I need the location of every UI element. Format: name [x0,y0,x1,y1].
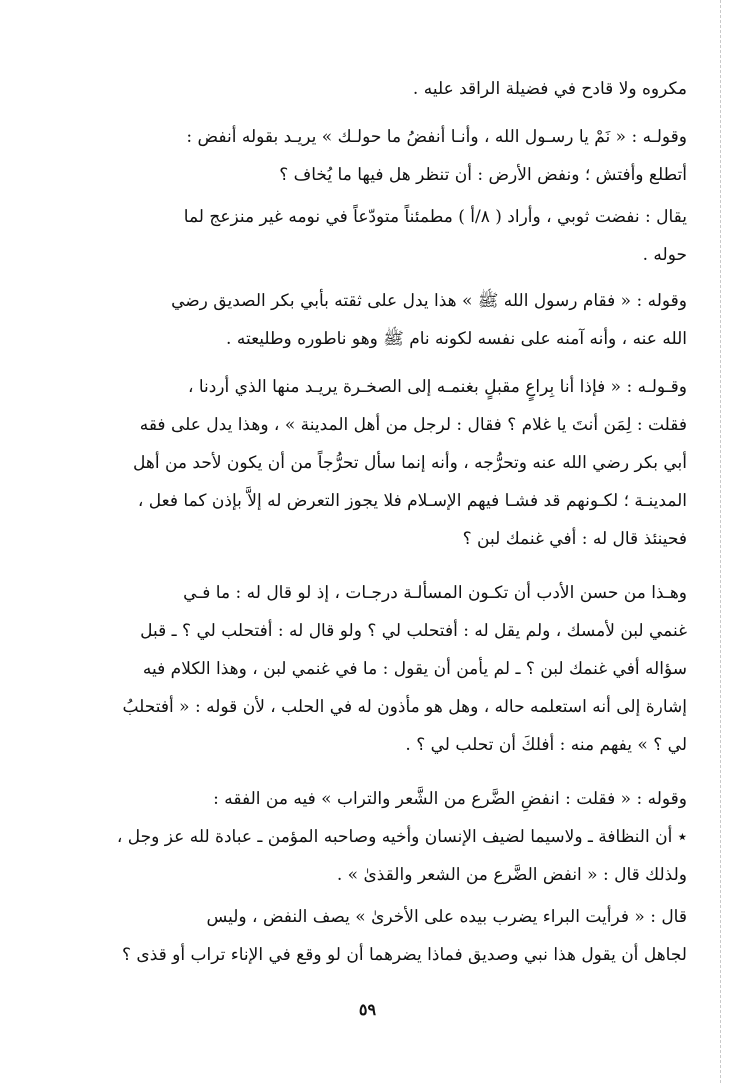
text-line: مكروه ولا قادح في فضيلة الراقد عليه . [412,79,687,99]
text-line: لجاهل أن يقول هذا نبي وصديق فماذا يضرهما أن لو وقع في الإناء تراب أو قذى ؟ [121,945,687,965]
text-line: سؤاله أفي غنمك لبن ؟ ـ لم يأمن أن يقول : ما في غنمي لبن ، وهذا الكلام فيه [142,659,687,679]
text-line: ولذلك قال : « انفض الضَّرع من الشعر والقذىٰ » . [336,865,687,885]
text-line: وقوله : « فقام رسول الله ﷺ » هذا يدل على ثقته بأبي بكر الصديق رضي [171,291,687,311]
text-line: وقـولـه : « فإذا أنا بِراعٍ مقبلٍ بغنمـه إلى الصخـرة يريـد منها الذي أردنا ، [187,377,687,397]
text-line: أبي بكر رضي الله عنه وتحرُّجه ، وأنه إنما سأل تحرُّجاً من أن يكون لأحد من أهل [132,453,687,473]
paragraph-5 [47,368,687,558]
text-line: وهـذا من حسن الأدب أن تكـون المسألـة درجـات ، إذ لو قال له : ما فـي [183,583,687,603]
text-line: حوله . [642,245,687,265]
text-line: لي ؟ » يفهم منه : أفلكَ أن تحلب لي ؟ . [405,735,687,755]
page-number: ٥٩ [358,1000,377,1019]
paragraph-8 [47,898,687,974]
text-line: قال : « فرأيت البراء يضرب بيده على الأخرىٰ » يصف النفض ، وليس [206,907,687,927]
paragraph-6 [47,574,687,764]
paragraph-2 [47,118,687,194]
text-line: غنمي لبن لأمسك ، ولم يقل له : أفتحلب لي ؟ ولو قال له : أفتحلب لي ؟ ـ قبل [140,621,687,641]
text-line: فقلت : لِمَن أنتَ يا غلام ؟ فقال : لرجل من أهل المدينة » ، وهذا يدل على فقه [139,415,687,435]
text-line: فحينئذ قال له : أفي غنمك لبن ؟ [462,529,687,549]
text-line: يقال : نفضت ثوبي ، وأراد ( ٨/أ ) مطمئناً متودّعاً في نومه غير منزعج لما [183,207,687,227]
page-edge-divider [720,0,721,1083]
text-line: ٭ أن النظافة ـ ولاسيما لضيف الإنسان وأخيه وصاحبه المؤمن ـ عبادة لله عز وجل ، [116,827,687,847]
paragraph-4 [47,282,687,358]
paragraph-1 [47,70,687,108]
paragraph-7 [47,780,687,894]
text-line: إشارة إلى أنه استعلمه حاله ، وهل هو مأذون له في الحلب ، لأن قوله : « أفتحلبُ [122,697,687,717]
text-line: الله عنه ، وأنه آمنه على نفسه لكونه نام ﷺ وهو ناطوره وطليعته . [226,329,687,349]
text-line: وقولـه : « نَمْ يا رسـول الله ، وأنـا أنفضُ ما حولـك » يريـد بقوله أنفض : [186,127,687,147]
text-line: أتطلع وأفتش ؛ ونفض الأرض : أن تنظر هل فيها ما يُخاف ؟ [279,165,687,185]
text-line: وقوله : « فقلت : انفضِ الضَّرع من الشَّعر والتراب » فيه من الفقه : [213,789,687,809]
paragraph-3 [47,198,687,274]
text-line: المدينـة ؛ لكـونهم قد فشـا فيهم الإسـلام فلا يجوز التعرض له إلاَّ بإذن كما فعل ، [137,491,687,511]
